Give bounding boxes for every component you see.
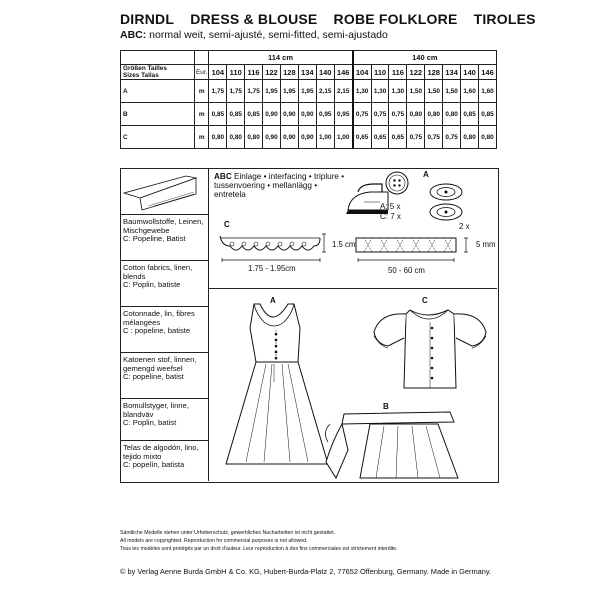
yardage-cell: 0,95 — [334, 103, 352, 126]
size-cell: 128 — [425, 65, 443, 80]
size-cell: 134 — [443, 65, 461, 80]
notions-area — [208, 168, 497, 289]
yardage-cell: 1,30 — [389, 80, 407, 103]
yardage-cell: 0,85 — [479, 103, 497, 126]
size-cell: 146 — [334, 65, 352, 80]
yardage-cell: 0,90 — [298, 126, 316, 149]
pattern-title — [120, 11, 548, 27]
yardage-cell: 0,80 — [245, 126, 263, 149]
yardage-cell: 0,85 — [227, 103, 245, 126]
yardage-cell: 1,75 — [209, 80, 227, 103]
yardage-cell: 0,85 — [245, 103, 263, 126]
width-114-header: 114 cm — [209, 51, 353, 65]
view-b-apron-label: B — [383, 402, 389, 411]
yardage-cell: 0,65 — [389, 126, 407, 149]
size-label: Größen Tailles Sizes Tallas — [121, 65, 195, 80]
size-cell: 116 — [389, 65, 407, 80]
legal-line-fr: Tous les modèles sont protégés par un droit d'auteur. Leur reproduction à des fins commerciales est strictement interdite. — [120, 546, 398, 552]
size-cell: 122 — [407, 65, 425, 80]
yardage-cell: 0,80 — [227, 126, 245, 149]
fabric-nl: Katoenen stof, linnen, gemengd weefsel C: popeline, batist — [123, 355, 197, 382]
yardage-cell: 1,95 — [262, 80, 280, 103]
apron-b-sketch-icon — [320, 402, 470, 480]
yardage-cell: 0,90 — [262, 103, 280, 126]
yardage-cell: 0,80 — [209, 126, 227, 149]
yardage-cell: 0,80 — [443, 103, 461, 126]
fabric-en: Cotton fabrics, linen, blends C: Poplin, batiste — [123, 263, 193, 290]
yardage-cell: 0,80 — [425, 103, 443, 126]
lace-trim-icon — [218, 230, 326, 266]
view-cell: A — [121, 80, 195, 103]
lace-view-label: C — [224, 220, 230, 229]
blouse-c-sketch-icon — [370, 302, 490, 394]
fabric-es: Telas de algodón, lino, tejido mixto C: popelín, batista — [123, 443, 199, 470]
size-cell: 104 — [209, 65, 227, 80]
size-cell: 128 — [280, 65, 298, 80]
yardage-row — [121, 80, 497, 103]
yardage-cell: 0,90 — [262, 126, 280, 149]
yardage-cell: 1,30 — [371, 80, 389, 103]
yardage-cell: 1,00 — [316, 126, 334, 149]
lace-height: 1.5 cm — [332, 240, 356, 249]
dress-a-sketch-icon — [216, 300, 336, 468]
yardage-cell: 0,65 — [371, 126, 389, 149]
size-cell: 122 — [262, 65, 280, 80]
fabric-swatch-icon — [120, 168, 208, 216]
size-cell: 110 — [227, 65, 245, 80]
yardage-cell: 0,75 — [353, 103, 371, 126]
band-width: 5 mm — [476, 240, 496, 249]
fit-prefix: ABC: — [120, 29, 147, 41]
yardage-cell: 0,75 — [443, 126, 461, 149]
size-cell: 116 — [245, 65, 263, 80]
yardage-cell: 0,80 — [461, 126, 479, 149]
yardage-row — [121, 126, 497, 149]
yardage-cell: 1,30 — [353, 80, 371, 103]
yardage-cell: 0,90 — [298, 103, 316, 126]
fabric-column — [120, 168, 209, 481]
yardage-cell: 1,00 — [334, 126, 352, 149]
unit-eur: Eur. — [195, 65, 209, 80]
yardage-cell: 0,90 — [280, 103, 298, 126]
size-cell: 140 — [316, 65, 334, 80]
fabric-fr: Cotonnade, lin, fibres mélangées C : popeline, batiste — [123, 309, 195, 336]
yardage-cell: 0,90 — [280, 126, 298, 149]
fit-text: normal weit, semi-ajusté, semi-fitted, semi-ajustado — [149, 29, 388, 41]
yardage-cell: 1,75 — [227, 80, 245, 103]
yardage-cell: 0,80 — [479, 126, 497, 149]
view-c-blouse-label: C — [422, 296, 428, 305]
width-header-row — [121, 51, 497, 65]
unit-cell: m — [195, 103, 209, 126]
size-cell: 134 — [298, 65, 316, 80]
view-cell: B — [121, 103, 195, 126]
view-a-label: A — [423, 170, 429, 179]
hook-fastener-icon — [428, 182, 474, 222]
yardage-cell: 0,75 — [389, 103, 407, 126]
legal-line-de: Sämtliche Modelle stehen unter Urheberschutz, gewerbliches Nacharbeiten ist nicht gestattet. — [120, 530, 336, 536]
size-header-row — [121, 65, 497, 80]
copyright-notice: © by Verlag Aenne Burda GmbH & Co. KG, Hubert-Burda-Platz 2, 77652 Offenburg, Germany. Made in Germany. — [120, 567, 492, 576]
yardage-cell: 0,95 — [316, 103, 334, 126]
yardage-table — [120, 50, 497, 149]
bias-band-icon — [354, 236, 484, 266]
hooks-count: 2 x — [459, 222, 470, 231]
buttons-a-count: A: 5 x — [380, 202, 401, 211]
legal-line-en: All models are copyrighted. Reproduction for commercial purposes is not allowed. — [120, 538, 308, 544]
fabric-sv: Bomullstyger, linne, blandväv C: Poplin, batist — [123, 401, 189, 428]
yardage-cell: 0,85 — [461, 103, 479, 126]
yardage-cell: 1,50 — [407, 80, 425, 103]
yardage-cell: 1,60 — [461, 80, 479, 103]
title-fr: ROBE FOLKLORE — [333, 11, 458, 27]
fit-description — [120, 29, 388, 41]
yardage-cell: 0,80 — [407, 103, 425, 126]
size-cell: 146 — [479, 65, 497, 80]
yardage-cell: 1,75 — [245, 80, 263, 103]
title-en: DRESS & BLOUSE — [190, 11, 318, 27]
unit-cell: m — [195, 80, 209, 103]
yardage-cell: 1,50 — [425, 80, 443, 103]
yardage-cell: 1,95 — [280, 80, 298, 103]
yardage-cell: 0,65 — [353, 126, 371, 149]
yardage-cell: 1,60 — [479, 80, 497, 103]
interfacing-text: ABC Einlage • interfacing • triplure • tussenvoering • mellanlägg • entretela — [214, 172, 345, 200]
fabric-de: Baumwollstoffe, Leinen, Mischgewebe C: Popeline, Batist — [123, 217, 204, 244]
yardage-cell: 1,50 — [443, 80, 461, 103]
lace-length: 1.75 - 1.95cm — [248, 264, 296, 273]
title-model: DIRNDL — [120, 11, 175, 27]
view-a-dress-label: A — [270, 296, 276, 305]
yardage-cell: 0,75 — [425, 126, 443, 149]
width-140-header: 140 cm — [353, 51, 497, 65]
yardage-cell: 1,95 — [298, 80, 316, 103]
size-cell: 104 — [353, 65, 371, 80]
band-length: 50 - 60 cm — [388, 266, 425, 275]
size-cell: 140 — [461, 65, 479, 80]
unit-cell: m — [195, 126, 209, 149]
yardage-cell: 0,75 — [371, 103, 389, 126]
yardage-cell: 0,85 — [209, 103, 227, 126]
yardage-cell: 2,15 — [316, 80, 334, 103]
yardage-cell: 2,15 — [334, 80, 352, 103]
yardage-row — [121, 103, 497, 126]
button-icon — [384, 170, 410, 196]
view-cell: C — [121, 126, 195, 149]
title-es: TIROLES — [473, 11, 536, 27]
buttons-c-count: C: 7 x — [380, 212, 401, 221]
yardage-cell: 0,75 — [407, 126, 425, 149]
size-cell: 110 — [371, 65, 389, 80]
